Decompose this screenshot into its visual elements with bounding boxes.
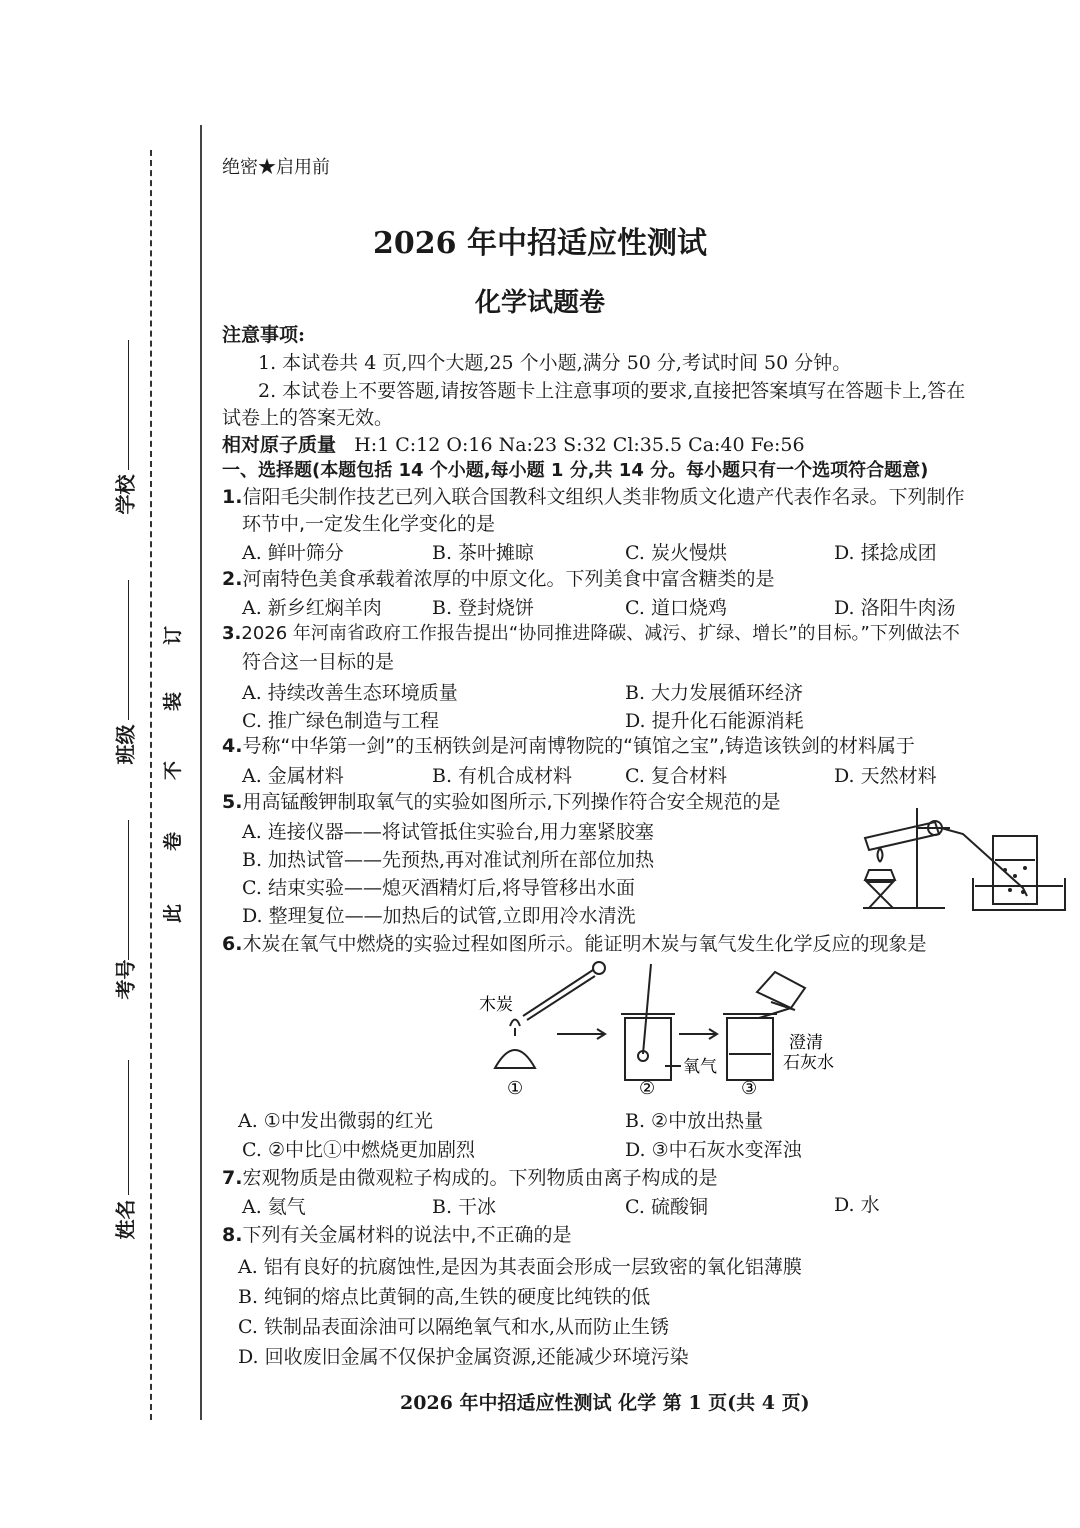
question-1-stem-2: 环节中,一定发生化学变化的是 xyxy=(242,513,496,535)
q5-option-a[interactable]: A. 连接仪器——将试管抵住实验台,用力塞紧胶塞 xyxy=(242,821,654,843)
q2-option-b[interactable]: B. 登封烧饼 xyxy=(432,597,535,619)
oxygen-apparatus-figure xyxy=(855,800,1070,920)
dashed-cut-line xyxy=(150,150,152,1420)
note-item: 试卷上的答案无效。 xyxy=(222,407,394,429)
q6-option-c[interactable]: C. ②中比①中燃烧更加剧烈 xyxy=(242,1139,475,1161)
q8-option-b[interactable]: B. 纯铜的熔点比黄铜的高,生铁的硬度比纯铁的低 xyxy=(238,1286,651,1308)
question-4: 4.号称“中华第一剑”的玉柄铁剑是河南博物院的“镇馆之宝”,铸造该铁剑的材料属于 xyxy=(222,735,915,757)
name-label: 姓名 xyxy=(113,1199,138,1240)
q2-option-a[interactable]: A. 新乡红焖羊肉 xyxy=(242,597,382,619)
q5-option-c[interactable]: C. 结束实验——熄灭酒精灯后,将导管移出水面 xyxy=(242,877,635,899)
question-2: 2.河南特色美食承载着浓厚的中原文化。下列美食中富含糖类的是 xyxy=(222,568,775,590)
question-8: 8.下列有关金属材料的说法中,不正确的是 xyxy=(222,1224,572,1246)
q7-option-b[interactable]: B. 干冰 xyxy=(432,1196,497,1218)
note-item: 1. 本试卷共 4 页,四个大题,25 个小题,满分 50 分,考试时间 50 分钟。 xyxy=(258,352,852,374)
class-blank[interactable] xyxy=(128,580,129,720)
q1-option-a[interactable]: A. 鲜叶筛分 xyxy=(242,542,344,564)
step-3-label: ③ xyxy=(741,1078,758,1098)
question-1: 1.信阳毛尖制作技艺已列入联合国教科文组织人类非物质文化遗产代表作名录。下列制作 xyxy=(222,486,965,508)
q1-option-d[interactable]: D. 揉捻成团 xyxy=(834,542,937,564)
q8-option-d[interactable]: D. 回收废旧金属不仅保护金属资源,还能减少环境污染 xyxy=(238,1346,689,1368)
q3-option-b[interactable]: B. 大力发展循环经济 xyxy=(625,682,804,704)
exam-title: 2026 年中招适应性测试 xyxy=(373,226,707,261)
limewater-label-2: 石灰水 xyxy=(783,1053,834,1073)
school-label: 学校 xyxy=(113,474,138,515)
exam-number-label: 考号 xyxy=(113,959,138,1000)
q1-option-b[interactable]: B. 茶叶摊晾 xyxy=(432,542,535,564)
q1-option-c[interactable]: C. 炭火慢烘 xyxy=(625,542,727,564)
seal-char: 卷 xyxy=(162,831,185,852)
class-label: 班级 xyxy=(113,724,138,765)
seal-char: 订 xyxy=(162,625,185,646)
seal-char: 不 xyxy=(162,760,185,781)
step-1-label: ① xyxy=(507,1078,524,1098)
q3-option-a[interactable]: A. 持续改善生态环境质量 xyxy=(242,682,458,704)
q4-option-b[interactable]: B. 有机合成材料 xyxy=(432,765,573,787)
q7-option-a[interactable]: A. 氦气 xyxy=(242,1196,306,1218)
section-heading: 一、选择题(本题包括 14 个小题,每小题 1 分,共 14 分。每小题只有一个选项符合题意) xyxy=(222,460,929,481)
question-3-stem-2: 符合这一目标的是 xyxy=(242,651,395,673)
q5-option-b[interactable]: B. 加热试管——先预热,再对准试剂所在部位加热 xyxy=(242,849,655,871)
page-footer: 2026 年中招适应性测试 化学 第 1 页(共 4 页) xyxy=(400,1392,810,1414)
step-2-label: ② xyxy=(639,1078,656,1098)
q4-option-d[interactable]: D. 天然材料 xyxy=(834,765,937,787)
school-blank[interactable] xyxy=(128,340,129,470)
question-7: 7.宏观物质是由微观粒子构成的。下列物质由离子构成的是 xyxy=(222,1167,718,1189)
seal-char: 装 xyxy=(162,691,185,712)
secret-mark: 绝密★启用前 xyxy=(222,157,330,178)
charcoal-label: 木炭 xyxy=(479,995,513,1015)
q6-option-b[interactable]: B. ②中放出热量 xyxy=(625,1110,764,1132)
charcoal-combustion-figure xyxy=(475,958,845,1098)
q5-option-d[interactable]: D. 整理复位——加热后的试管,立即用冷水清洗 xyxy=(242,905,636,927)
q4-option-a[interactable]: A. 金属材料 xyxy=(242,765,344,787)
atomic-mass-label: 相对原子质量 xyxy=(222,434,337,456)
solid-border-line xyxy=(200,125,202,1420)
seal-char: 此 xyxy=(162,903,185,924)
q2-option-d[interactable]: D. 洛阳牛肉汤 xyxy=(834,597,956,619)
atomic-mass-values: H:1 C:12 O:16 Na:23 S:32 Cl:35.5 Ca:40 Fe:56 xyxy=(354,434,805,456)
question-3: 3.2026 年河南省政府工作报告提出“协同推进降碳、减污、扩绿、增长”的目标。”下列做法不 xyxy=(222,623,960,644)
q4-option-c[interactable]: C. 复合材料 xyxy=(625,765,727,787)
paper-subtitle: 化学试题卷 xyxy=(474,288,605,318)
question-6: 6.木炭在氧气中燃烧的实验过程如图所示。能证明木炭与氧气发生化学反应的现象是 xyxy=(222,933,927,955)
q6-option-a[interactable]: A. ①中发出微弱的红光 xyxy=(238,1110,433,1132)
q8-option-a[interactable]: A. 铝有良好的抗腐蚀性,是因为其表面会形成一层致密的氧化铝薄膜 xyxy=(238,1256,802,1278)
oxygen-label: 氧气 xyxy=(683,1057,717,1077)
q8-option-c[interactable]: C. 铁制品表面涂油可以隔绝氧气和水,从而防止生锈 xyxy=(238,1316,669,1338)
q7-option-d[interactable]: D. 水 xyxy=(834,1194,880,1216)
q6-option-d[interactable]: D. ③中石灰水变浑浊 xyxy=(625,1139,802,1161)
notes-heading: 注意事项: xyxy=(222,324,306,346)
atomic-mass-row xyxy=(222,432,805,458)
question-5: 5.用高锰酸钾制取氧气的实验如图所示,下列操作符合安全规范的是 xyxy=(222,791,781,813)
note-item: 2. 本试卷上不要答题,请按答题卡上注意事项的要求,直接把答案填写在答题卡上,答在 xyxy=(258,380,966,402)
exam-number-blank[interactable] xyxy=(128,820,129,960)
q7-option-c[interactable]: C. 硫酸铜 xyxy=(625,1196,708,1218)
q3-option-d[interactable]: D. 提升化石能源消耗 xyxy=(625,710,804,732)
name-blank[interactable] xyxy=(128,1060,129,1195)
limewater-label-1: 澄清 xyxy=(789,1033,823,1053)
q2-option-c[interactable]: C. 道口烧鸡 xyxy=(625,597,727,619)
q3-option-c[interactable]: C. 推广绿色制造与工程 xyxy=(242,710,439,732)
